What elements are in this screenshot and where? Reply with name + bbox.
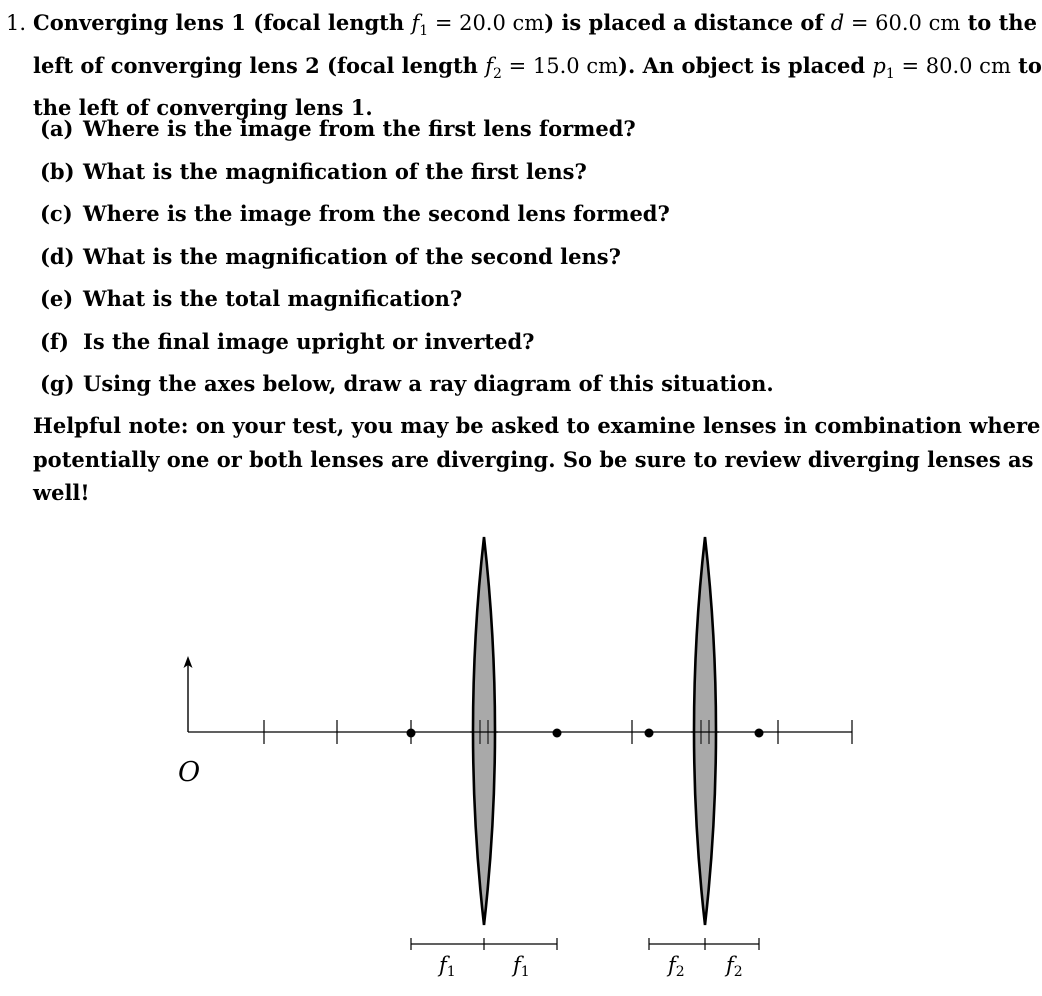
- stem-line-1: 1. Converging lens 1 (focal length $f_1 = 20.0$ cm) is placed a distance of d = 60.0 cm to the: [6, 6, 968, 49]
- label-f2-left: f2: [668, 953, 685, 980]
- part-g: (g) Using the axes below, draw a ray diagram of this situation.: [40, 371, 774, 396]
- part-b: (b) What is the magnification of the first lens?: [40, 158, 587, 184]
- part-f: (f) Is the final image upright or inverted?: [40, 328, 535, 354]
- question-parts: [40, 113, 774, 411]
- part-d: (d) What is the magnification of the second lens?: [40, 243, 621, 269]
- focal-point-f2-right: [755, 729, 764, 738]
- focal-length-scale-1: [411, 938, 557, 950]
- converging-lens-2: [694, 537, 716, 925]
- focal-point-f1-left: [407, 729, 416, 738]
- helpful-note: Helpful note: on your test, you may be asked to examine lenses in combination where potentially one or both lenses are diverging. So be sure to review diverging lenses as well!: [33, 413, 1041, 505]
- object-label: O: [178, 757, 201, 788]
- label-f1-left: f1: [439, 953, 456, 980]
- converging-lens-1: [473, 537, 495, 925]
- focal-point-f2-left: [645, 729, 654, 738]
- stem-line-2: left of converging lens 2 (focal length $f_2 = 15.0$ cm). An object is placed $p_1 = 80.0$ cm to: [33, 52, 1042, 82]
- part-a: (a) Where is the image from the first lens formed?: [40, 116, 636, 141]
- object-arrow: [184, 656, 193, 732]
- focal-point-f1-right: [553, 729, 562, 738]
- label-f1-right: f1: [513, 953, 530, 980]
- ray-diagram-axes[interactable]: [0, 520, 1024, 996]
- label-f2-right: f2: [726, 953, 743, 980]
- focal-length-scale-2: [649, 938, 759, 950]
- part-e: (e) What is the total magnification?: [40, 286, 463, 311]
- problem-stem: [6, 6, 1042, 125]
- part-c: (c) Where is the image from the second lens formed?: [40, 201, 670, 226]
- stem-line-3: the left of converging lens 1.: [33, 95, 373, 121]
- problem-number: 1.: [6, 11, 27, 35]
